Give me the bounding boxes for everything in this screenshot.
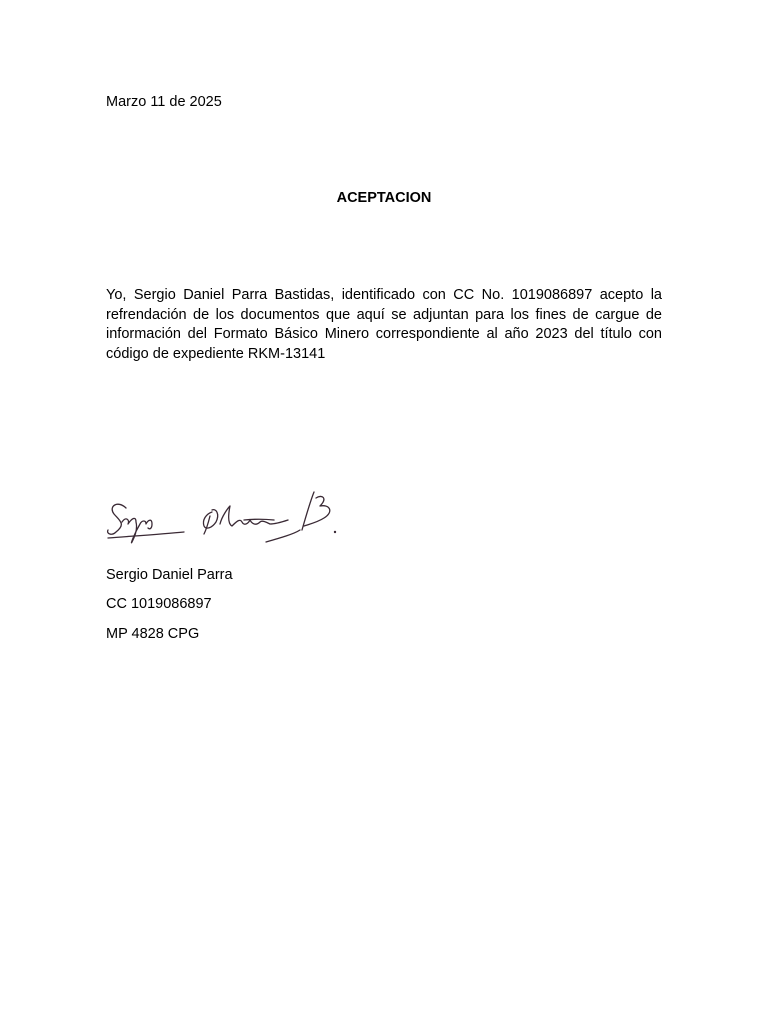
document-title: ACEPTACION — [336, 190, 432, 206]
document-date: Marzo 11 de 2025 — [106, 94, 222, 110]
signer-professional-registration: MP 4828 CPG — [106, 626, 200, 642]
document-body: Yo, Sergio Daniel Parra Bastidas, identificado con CC No. 1019086897 acepto la refrendación de los documentos que aquí se adjuntan para los fines de cargue de información del Formato Básico Minero correspondiente al año 2023 del título con código de expediente RKM-13141 — [106, 287, 662, 362]
signer-name: Sergio Daniel Parra — [106, 567, 233, 583]
handwritten-signature — [104, 486, 344, 548]
signer-id-number: CC 1019086897 — [106, 596, 212, 612]
